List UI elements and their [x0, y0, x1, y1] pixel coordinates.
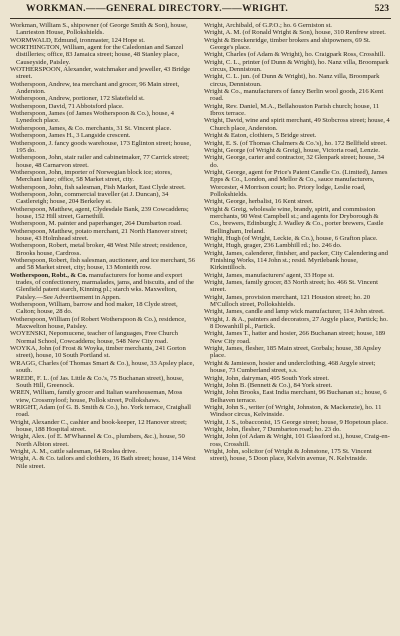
entry-text: Wright, John, dairyman, 495 South York street. [204, 374, 330, 382]
entry-text: Wright, James, calenderer, finisher, and packer, City Calendering and Finishing Works, 114 John st.; resid. Myrtlebank house, Kirkintilloch. [204, 249, 388, 272]
directory-entry [10, 360, 197, 375]
directory-entry [10, 257, 197, 272]
directory-entry [10, 37, 197, 44]
running-title: WORKMAN.——GENERAL DIRECTORY.——WRIGHT. [26, 3, 289, 14]
entry-text: Wright, Charles (of Adam & Wright), ho. Craigpark Ross, Crosshill. [204, 51, 386, 59]
entry-text: Wright, George, carter and contractor, 32 Glenpark street; house, 34 do. [204, 154, 385, 169]
entry-text: Wright, Hugh (of Wright, Leckie, & Co.), house, 6 Grafton place. [204, 234, 378, 242]
entry-text: Wright, David, wine and spirit merchant, 49 Stobcross street; house, 4 Church place, Anderston. [204, 117, 390, 132]
page-number: 523 [374, 3, 389, 14]
directory-entry [204, 117, 391, 132]
entry-text: Wright, A. M., cattle salesman, 64 Roslea drive. [10, 447, 138, 455]
directory-entry [204, 426, 391, 433]
columns [10, 22, 391, 470]
directory-entry [10, 220, 197, 227]
entry-text: Wotherspoon, James, & Co. merchants, 31 St. Vincent place. [10, 124, 172, 132]
entry-text: Wright & Jamieson, hosier and underclothing, 468 Argyle street; house, 73 Cumberland street, s.s. [204, 359, 376, 375]
directory-entry [10, 404, 197, 419]
entry-text: Wright, James, provision merchant, 121 Houston street; ho. 20 M'Culloch street, Pollokshields. [204, 293, 371, 309]
directory-entry [10, 433, 197, 448]
entry-text: manufacturers for home and export trades, of confectionery, marmalades, jams, and biscuits, and of the Glenfield patent starch, Kinning pl.; starch wks. Maxwelton, Paisley.—See Advertisement in Appen. [16, 271, 194, 301]
entry-text: Wotherspoon, Robert, fish salesman, auctioneer, and ice merchant, 56 and 58 Market street, city; house, 13 Monteith row. [10, 257, 195, 272]
entry-text: Wright, C. L. jun. (of Dunn & Wright), ho. Nanz villa, Broompark circus, Dennistoun. [204, 73, 380, 88]
entry-text: Wright, J. S., tobacconist, 15 George street; house, 9 Hopetoun place. [204, 418, 388, 426]
directory-entry [204, 279, 391, 294]
page-header [10, 3, 391, 17]
directory-entry [204, 382, 391, 389]
directory-entry [10, 132, 197, 139]
entry-text: WRIGHT, Adam (of G. B. Smith & Co.), ho. York terrace, Craighall road. [10, 403, 191, 419]
directory-entry [204, 103, 391, 118]
entry-text: Wright & Eaton, clothiers, 5 Bridge street. [204, 132, 317, 140]
directory-entry [204, 375, 391, 382]
directory-entry [204, 147, 391, 154]
directory-entry [204, 154, 391, 169]
directory-entry [10, 66, 197, 81]
entry-text: Wright & Breckenridge, timber brokers and shipowners, 69 St. George's place. [204, 36, 371, 52]
directory-entry [204, 88, 391, 103]
entry-text: Wotherspoon, Robert, metal broker, 48 West Nile street; residence, Brooks house, Cardross. [10, 242, 188, 257]
entry-text: Wright, A. & Co. tailors and clothiers, 16 Bath street; house, 114 West Nile street. [10, 455, 196, 470]
directory-entry [204, 22, 391, 29]
directory-entry [10, 272, 197, 301]
directory-entry [204, 73, 391, 88]
header-rule [10, 18, 391, 19]
directory-entry [204, 433, 391, 448]
directory-entry [10, 154, 197, 169]
entry-text: Wright, John, flesher, 7 Dumbarton road; ho. 23 do. [204, 425, 341, 433]
entry-text: Wright, A. M. (of Ronald Wright & Son), house, 310 Renfrew street. [204, 29, 386, 37]
directory-entry [204, 132, 391, 139]
entry-lead-name: Wotherspoon, Robt., & Co. [10, 271, 88, 279]
entry-text: Wotherspoon, John, stair railer and cabinetmaker, 77 Carrick street; house, 48 Carnarvon street. [10, 154, 190, 169]
entry-text: Wright, James, candle and lamp wick manufacturer, 114 John street. [204, 308, 385, 316]
entry-text: WOYKA, John (of Frost & Woyka, timber merchants, 241 Gorton street), house, 10 South Portland st. [10, 345, 186, 360]
entry-text: Wright, John, solicitor (of Wright & Johnstone, 175 St. Vincent street), house, 5 Doon place, Kelvin avenue, N. Kelvinside. [204, 447, 372, 463]
entry-text: Wotherspoon, J. fancy goods warehouse, 173 Eglinton street; house, 195 do. [10, 139, 191, 154]
directory-entry [10, 419, 197, 434]
directory-entry [204, 198, 391, 205]
entry-text: WREN, William, family grocer and Italian warehouseman, Moss view, Crossmyloof; house, Pollok street, Pollokshaws. [10, 389, 183, 404]
directory-entry [204, 316, 391, 331]
entry-text: Wright, John (of Adam & Wright, 101 Glassford st.), house, Craig-en-ross, Crosshill. [204, 433, 390, 448]
entry-text: Wright, Hugh, grager, 236 Lambhill rd.; ho. 246 do. [204, 242, 342, 250]
entry-text: Wotherspoon, James (of James Wotherspoon & Co.), house, 4 Lynedoch place. [10, 110, 174, 125]
directory-entry [10, 330, 197, 345]
entry-text: Wotherspoon, Andrew, tea merchant and grocer, 96 Main street, Anderston. [10, 80, 180, 96]
entry-text: Wright, Alex. (of E. M'Whannel & Co., plumbers, &c.), house, 50 North Albion street. [10, 433, 185, 448]
directory-entry [204, 242, 391, 249]
entry-text: Wotherspoon, Matthew, potato merchant, 21 North Hanover street; house, 43 Holmhead street. [10, 227, 188, 242]
entry-text: Wotherspoon, M. painter and paperhanger, 264 Dumbarton road. [10, 220, 182, 228]
entry-text: Wright & Co., manufacturers of fancy Berlin wool goods, 216 Kent road. [204, 88, 384, 103]
directory-entry [10, 169, 197, 184]
entry-text: Wright, George, agent for Price's Patent Candle Co. (Limited), James Epps & Co., London, and Mellor & Co., sauce manufacturers, Worcester, 4 Morrison court; ho. Priory lodge, Leslie road, Pollokshields. [204, 168, 388, 198]
entry-text: Wotherspoon, David, 71 Abbotsford place. [10, 102, 124, 110]
directory-entry [10, 206, 197, 221]
entry-text: Wright, George (of Wright & Greig), house, Victoria road, Lenzie. [204, 146, 380, 154]
directory-entry [10, 110, 197, 125]
entry-text: Wotherspoon, James H., 3 Langside crescent. [10, 132, 131, 140]
directory-entry [10, 316, 197, 331]
entry-text: Wright, James, flesher, 185 Main street, Gorbals; house, 38 Apsley place. [204, 345, 382, 360]
entry-text: Wright, James, family grocer, 83 North street; ho. 466 St. Vincent street. [204, 279, 378, 294]
directory-entry [204, 448, 391, 463]
entry-text: Wotherspoon, Matthew, agent, Clydesdale Bank, 239 Cowcaddens; house, 152 Hill street, Garnethill. [10, 205, 189, 220]
entry-text: Wotherspoon, John, importer of Norwegian block ice; stores, Merchant lane; office, 58 Market street, city. [10, 168, 172, 184]
directory-entry [204, 345, 391, 360]
directory-entry [10, 345, 197, 360]
directory-entry [204, 37, 391, 52]
directory-entry [204, 360, 391, 375]
directory-entry [10, 448, 197, 455]
entry-text: WOTHERSPOON, Alexander, watchmaker and jeweller, 43 Bridge street. [10, 66, 191, 81]
entry-text: Wright, J. & A., painters and decorators, 27 Argyle place, Partick; ho. 8 Dowanhill pl., Partick. [204, 315, 388, 331]
directory-entry [204, 235, 391, 242]
entry-text: Wright, James T., hatter and hosier, 266 Buchanan street; house, 189 New City road. [204, 330, 386, 345]
directory-entry [10, 191, 197, 206]
directory-entry [204, 51, 391, 58]
directory-entry [10, 228, 197, 243]
directory-entry [10, 455, 197, 470]
entry-text: Wright, John S., writer (of Wright, Johnston, & Mackenzie), ho. 11 Windsor circus, Kelvinside. [204, 403, 382, 419]
entry-text: Wright, E. S. (of Thomas Chalmers & Co.'s), ho. 172 Bellfield street. [204, 139, 387, 147]
directory-entry [204, 308, 391, 315]
entry-text: Wright, Archibald, of G.P.O.; ho. 6 Gerniston st. [204, 22, 332, 29]
entry-text: WRAGG, Charles (of Thomas Smart & Co.), house, 33 Apsley place, south. [10, 359, 195, 375]
directory-entry [204, 419, 391, 426]
entry-text: Wotherspoon, William, barrow and hod maker, 18 Clyde street, Calton; house, 28 do. [10, 301, 178, 316]
directory-entry [10, 375, 197, 390]
directory-entry [10, 140, 197, 155]
left-column [10, 22, 197, 470]
directory-entry [204, 250, 391, 272]
directory-entry [10, 242, 197, 257]
directory-entry [10, 95, 197, 102]
entry-text: Wright, Rev. Daniel, M.A., Bellahouston Parish church; house, 11 Ibrox terrace. [204, 102, 380, 118]
entry-text: WORMWALD, Edmund, ironmaster, 124 Hope st. [10, 36, 145, 44]
directory-entry [10, 184, 197, 191]
directory-entry [204, 404, 391, 419]
directory-entry [204, 206, 391, 235]
directory-entry [204, 140, 391, 147]
directory-entry [10, 125, 197, 132]
directory-entry [10, 81, 197, 96]
entry-text: Wright, C. L., printer (of Dunn & Wright), ho. Nanz villa, Broompark circus, Dennistoun. [204, 58, 389, 74]
directory-entry [204, 29, 391, 36]
directory-entry [204, 59, 391, 74]
entry-text: Wright & Greig, wholesale wine, brandy, spirit, and commission merchants, 90 West Campbell st.; and agents for Dryborough & Co., brewers, Edinburgh; J. Wadley & Co., porter brewers, Castle Bellingham, Ireland. [204, 205, 384, 235]
right-column [204, 22, 391, 470]
directory-entry [204, 330, 391, 345]
entry-text: WORTHINGTON, William, agent for the Caledonian and Sanzel distilleries; office, 83 Jamaica street; house, 48 Stanley place, Causeyside, Paisley. [10, 44, 184, 66]
entry-text: Wotherspoon, John, fish salesman, Fish Market, East Clyde street. [10, 183, 186, 191]
directory-entry [10, 22, 197, 37]
entry-text: Wright, John Brooks, East India merchant, 96 Buchanan st.; house, 6 Belhaven terrace. [204, 389, 387, 404]
entry-text: Wright, Alexander C., cashier and book-keeper, 12 Hanover street; house, 188 Hospital street. [10, 418, 187, 433]
entry-text: WREDE, F. L. (of Jas. Little & Co.'s, 75 Buchanan street), house, South Hill, Greenock. [10, 374, 184, 389]
entry-text: Workman, William S., shipowner (of George Smith & Son), house, Lanrieston House, Pollokshields. [10, 22, 188, 37]
entry-text: Wotherspoon, Andrew, portioner, 172 Slatefield st. [10, 95, 145, 103]
entry-text: Wright, James, manufacturers' agent, 33 Hope st. [204, 271, 335, 279]
entry-text: Wotherspoon, William (of Robert Wotherspoon & Co.), residence, Maxwelton house, Paisley. [10, 315, 186, 331]
directory-entry [10, 44, 197, 66]
entry-text: Wotherspoon, John, commercial traveller (at J. Duncan), 34 Castlereigh; house, 204 Berkeley st. [10, 190, 169, 206]
directory-entry [10, 301, 197, 316]
entry-text: WOYENSKI, Nepomucene, teacher of languages, Free Church Normal School, Cowcaddens; house, 548 New City road. [10, 330, 178, 345]
directory-entry [204, 169, 391, 198]
directory-entry [10, 389, 197, 404]
directory-entry [10, 103, 197, 110]
entry-text: Wright, George, herbalist, 16 Kent street. [204, 198, 314, 206]
directory-entry [204, 272, 391, 279]
entry-text: Wright, John B. (Bennett & Co.), 84 York street. [204, 381, 333, 389]
directory-entry [204, 294, 391, 309]
directory-entry [204, 389, 391, 404]
